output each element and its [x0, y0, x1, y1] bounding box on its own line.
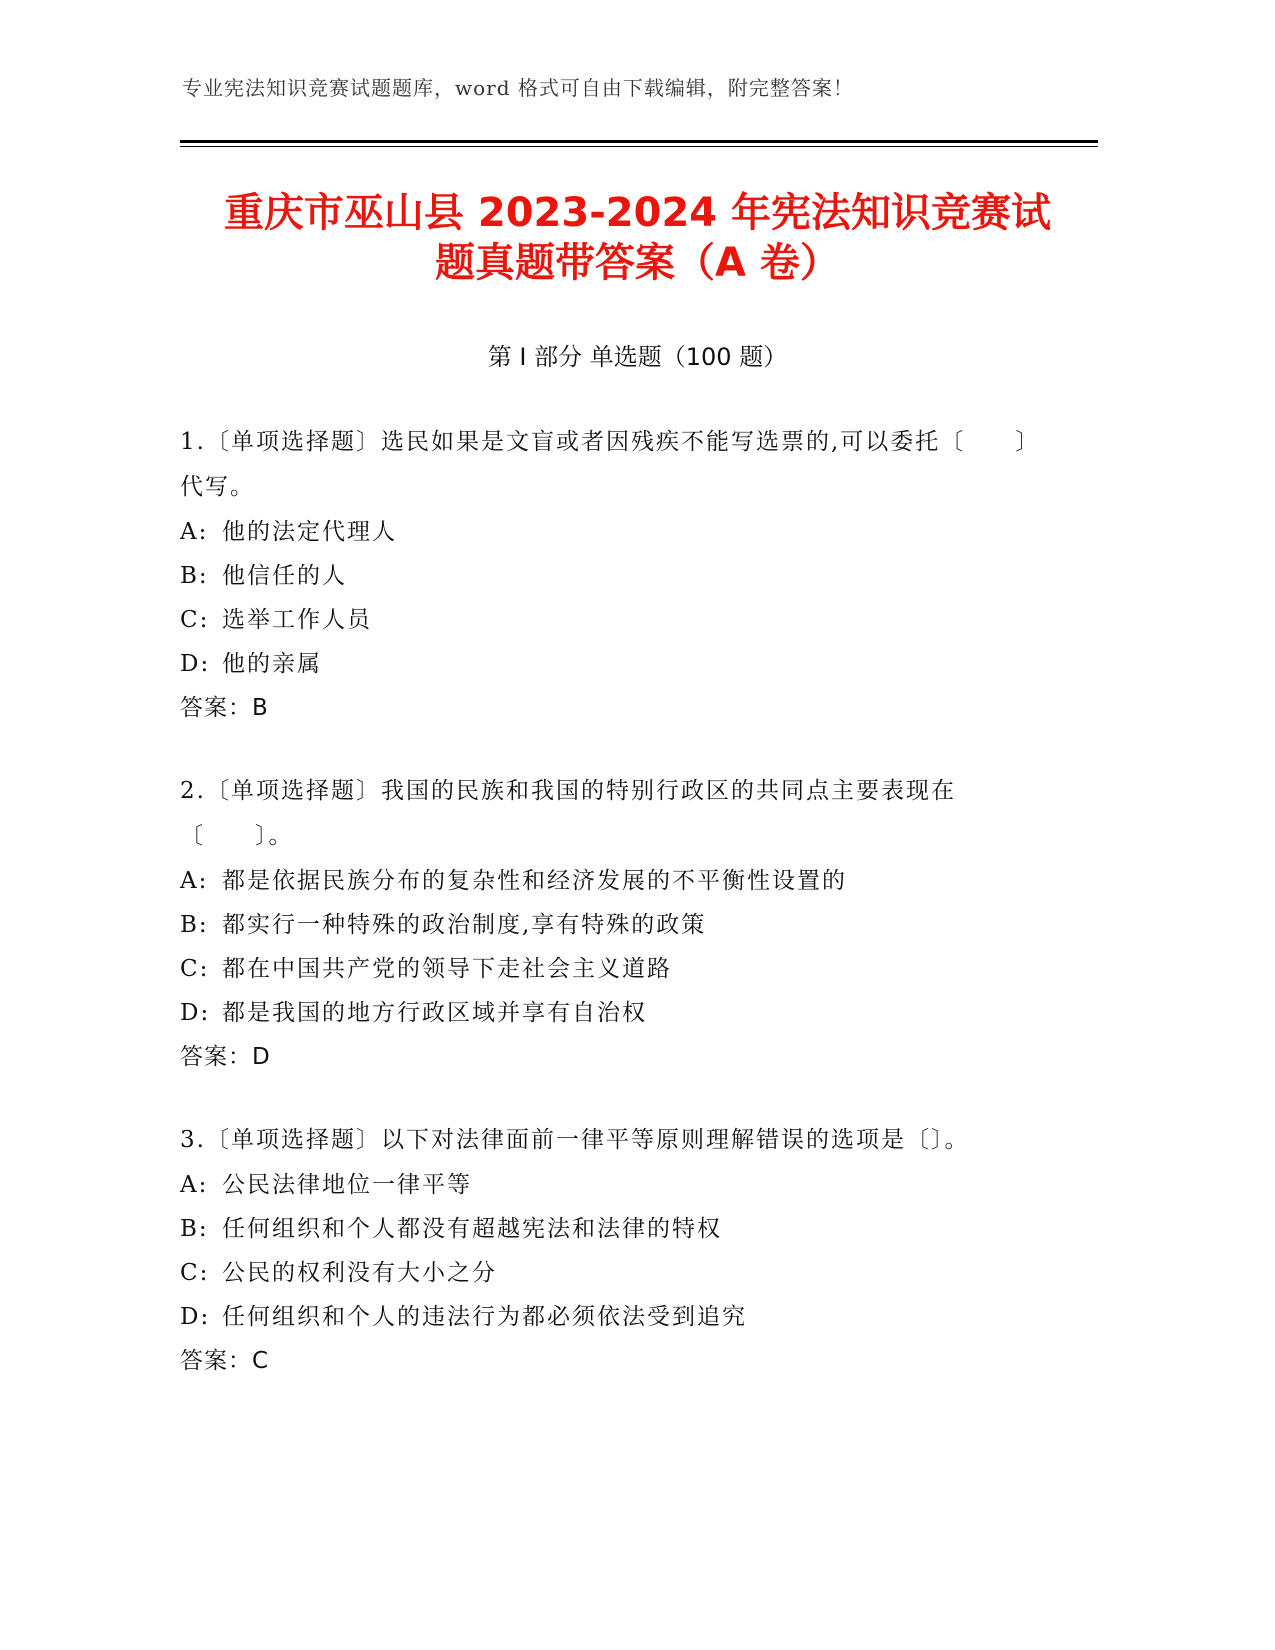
document-title-line-1: 重庆市巫山县 2023-2024 年宪法知识竞赛试	[223, 190, 1052, 236]
option-text: 都实行一种特殊的政治制度,享有特殊的政策	[222, 912, 707, 938]
question-stem: 2.〔单项选择题〕我国的民族和我国的特别行政区的共同点主要表现在〔 〕。	[180, 778, 956, 849]
option-text: 都是依据民族分布的复杂性和经济发展的不平衡性设置的	[222, 868, 847, 894]
option-b	[180, 554, 1050, 598]
option-text: 任何组织和个人都没有超越宪法和法律的特权	[222, 1216, 722, 1242]
option-letter: D:	[180, 1304, 211, 1330]
option-a	[180, 1163, 1050, 1207]
document-title	[150, 188, 1125, 288]
option-text: 任何组织和个人的违法行为都必须依法受到追究	[222, 1304, 747, 1330]
option-text: 都在中国共产党的领导下走社会主义道路	[222, 956, 672, 982]
answer-line: 答案：C	[180, 1348, 270, 1374]
option-c	[180, 947, 1050, 991]
question-stem: 3.〔单项选择题〕以下对法律面前一律平等原则理解错误的选项是〔〕。	[180, 1127, 970, 1153]
question-1	[180, 420, 1050, 730]
option-letter: C:	[180, 956, 210, 982]
header-rule-thin	[180, 146, 1098, 147]
answer-line: 答案：B	[180, 695, 269, 721]
question-list	[180, 420, 1050, 1422]
option-letter: B:	[180, 1216, 209, 1242]
option-letter: B:	[180, 912, 209, 938]
option-letter: B:	[180, 563, 209, 589]
option-d	[180, 642, 1050, 686]
option-text: 都是我国的地方行政区域并享有自治权	[222, 1000, 647, 1026]
option-b	[180, 903, 1050, 947]
answer-line: 答案：D	[180, 1044, 271, 1070]
option-letter: D:	[180, 1000, 211, 1026]
option-letter: C:	[180, 1260, 210, 1286]
option-a	[180, 859, 1050, 903]
option-text: 他的法定代理人	[222, 519, 397, 545]
option-a	[180, 510, 1050, 554]
option-c	[180, 598, 1050, 642]
option-letter: C:	[180, 607, 210, 633]
option-text: 选举工作人员	[222, 607, 372, 633]
option-d	[180, 991, 1050, 1035]
option-letter: A:	[180, 519, 209, 545]
option-letter: A:	[180, 868, 209, 894]
option-c	[180, 1251, 1050, 1295]
question-3	[180, 1118, 1050, 1383]
option-text: 他信任的人	[222, 563, 347, 589]
question-stem: 1.〔单项选择题〕选民如果是文盲或者因残疾不能写选票的,可以委托〔 〕代写。	[180, 429, 1041, 500]
header-rule-thick	[180, 140, 1098, 143]
option-letter: A:	[180, 1172, 209, 1198]
option-d	[180, 1295, 1050, 1339]
option-b	[180, 1207, 1050, 1251]
option-text: 他的亲属	[222, 651, 322, 677]
document-title-line-2: 题真题带答案（A 卷）	[435, 240, 840, 286]
question-2	[180, 769, 1050, 1079]
option-text: 公民法律地位一律平等	[222, 1172, 472, 1198]
option-letter: D:	[180, 651, 211, 677]
section-heading: 第 I 部分 单选题（100 题）	[487, 343, 788, 371]
option-text: 公民的权利没有大小之分	[222, 1260, 497, 1286]
header-note: 专业宪法知识竞赛试题题库，word 格式可自由下载编辑，附完整答案！	[182, 76, 854, 100]
